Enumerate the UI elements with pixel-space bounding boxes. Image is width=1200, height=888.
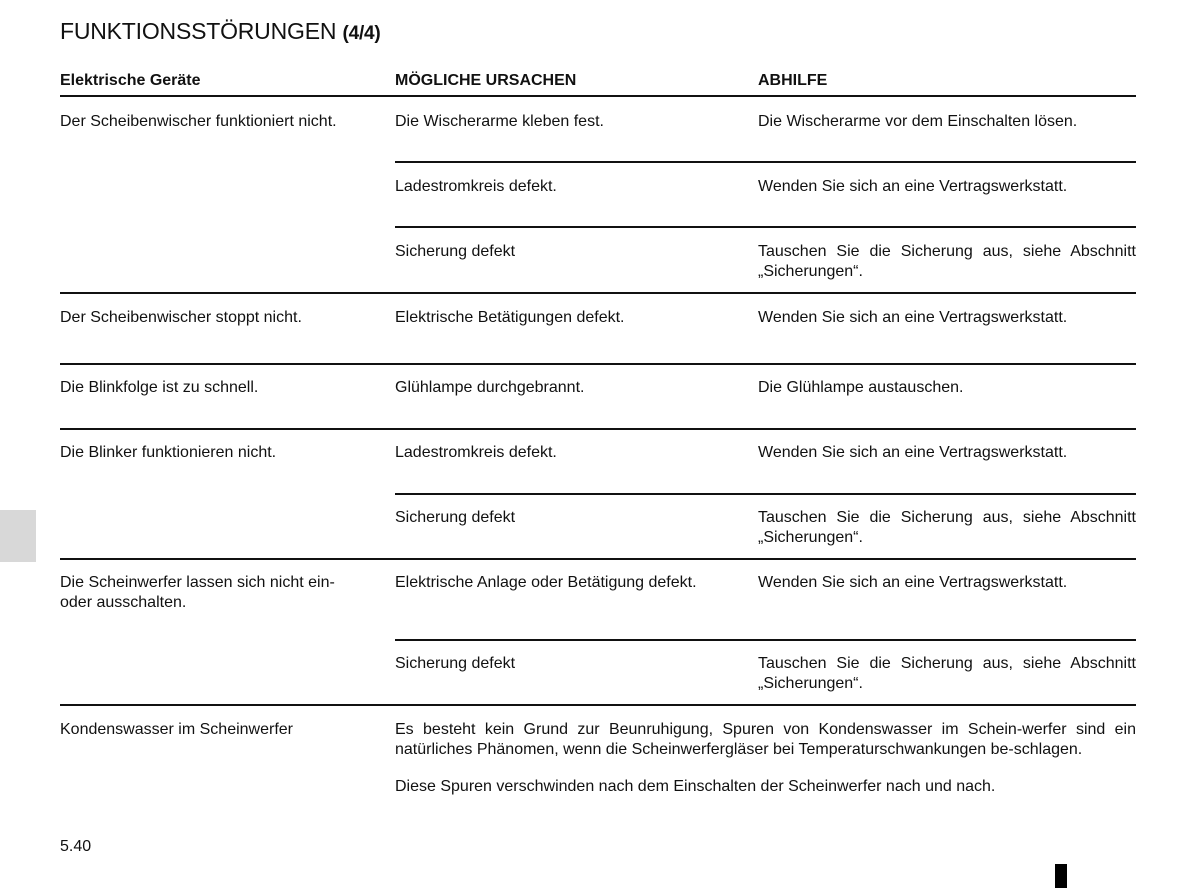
remedy-cell: Wenden Sie sich an eine Vertragswerkstatt. — [758, 444, 1068, 461]
header-devices: Elektrische Geräte — [60, 72, 201, 89]
cause-cell: Sicherung defekt — [395, 655, 516, 672]
header-remedy: ABHILFE — [758, 72, 828, 89]
row-divider — [60, 292, 1136, 294]
remedy-cell: Die Glühlampe austauschen. — [758, 379, 964, 396]
title-part: (4/4) — [342, 23, 381, 44]
note-paragraph: Es besteht kein Grund zur Beunruhigung, Spuren von Kondenswasser im Schein-werfer sind ein natürliches Phänomen, wenn die Scheinwerfergläser bei Temperaturschwankungen be-schlagen. — [395, 721, 1136, 758]
row-divider — [395, 226, 1136, 228]
remedy-cell: Wenden Sie sich an eine Vertragswerkstatt. — [758, 309, 1068, 326]
chapter-tab-marker — [0, 510, 36, 562]
cause-cell: Sicherung defekt — [395, 509, 516, 526]
remedy-cell: Die Wischerarme vor dem Einschalten lösen. — [758, 113, 1078, 130]
row-divider — [395, 161, 1136, 163]
cause-cell: Elektrische Betätigungen defekt. — [395, 309, 625, 326]
header-divider — [60, 95, 1136, 97]
remedy-cell: Tauschen Sie die Sicherung aus, siehe Abschnitt „Sicherungen“. — [758, 509, 1136, 546]
row-divider — [395, 639, 1136, 641]
row-divider — [60, 363, 1136, 365]
remedy-cell: Tauschen Sie die Sicherung aus, siehe Abschnitt „Sicherungen“. — [758, 243, 1136, 280]
device-cell: Die Blinker funktionieren nicht. — [60, 444, 277, 461]
cause-cell: Die Wischerarme kleben fest. — [395, 113, 604, 130]
cause-cell: Ladestromkreis defekt. — [395, 178, 557, 195]
device-cell: Der Scheibenwischer stoppt nicht. — [60, 309, 302, 326]
row-divider — [60, 428, 1136, 430]
remedy-cell: Tauschen Sie die Sicherung aus, siehe Abschnitt „Sicherungen“. — [758, 655, 1136, 692]
cause-cell: Glühlampe durchgebrannt. — [395, 379, 585, 396]
device-cell: Die Blinkfolge ist zu schnell. — [60, 379, 259, 396]
remedy-cell: Wenden Sie sich an eine Vertragswerkstatt. — [758, 574, 1068, 591]
page-title — [60, 18, 381, 45]
device-cell: Der Scheibenwischer funktioniert nicht. — [60, 113, 337, 130]
row-divider — [395, 493, 1136, 495]
page-number: 5.40 — [60, 838, 92, 855]
row-divider — [60, 704, 1136, 706]
device-cell: Die Scheinwerfer lassen sich nicht ein- oder ausschalten. — [60, 574, 335, 611]
title-text: FUNKTIONSSTÖRUNGEN — [60, 18, 337, 44]
cause-cell: Sicherung defekt — [395, 243, 516, 260]
device-cell: Kondenswasser im Scheinwerfer — [60, 721, 293, 738]
page-edge-marker — [1055, 864, 1067, 888]
cause-cell: Elektrische Anlage oder Betätigung defekt. — [395, 574, 697, 591]
note-paragraph-2: Diese Spuren verschwinden nach dem Einschalten der Scheinwerfer nach und nach. — [395, 778, 996, 795]
row-divider — [60, 558, 1136, 560]
cause-cell: Ladestromkreis defekt. — [395, 444, 557, 461]
header-causes: MÖGLICHE URSACHEN — [395, 72, 577, 89]
remedy-cell: Wenden Sie sich an eine Vertragswerkstatt. — [758, 178, 1068, 195]
